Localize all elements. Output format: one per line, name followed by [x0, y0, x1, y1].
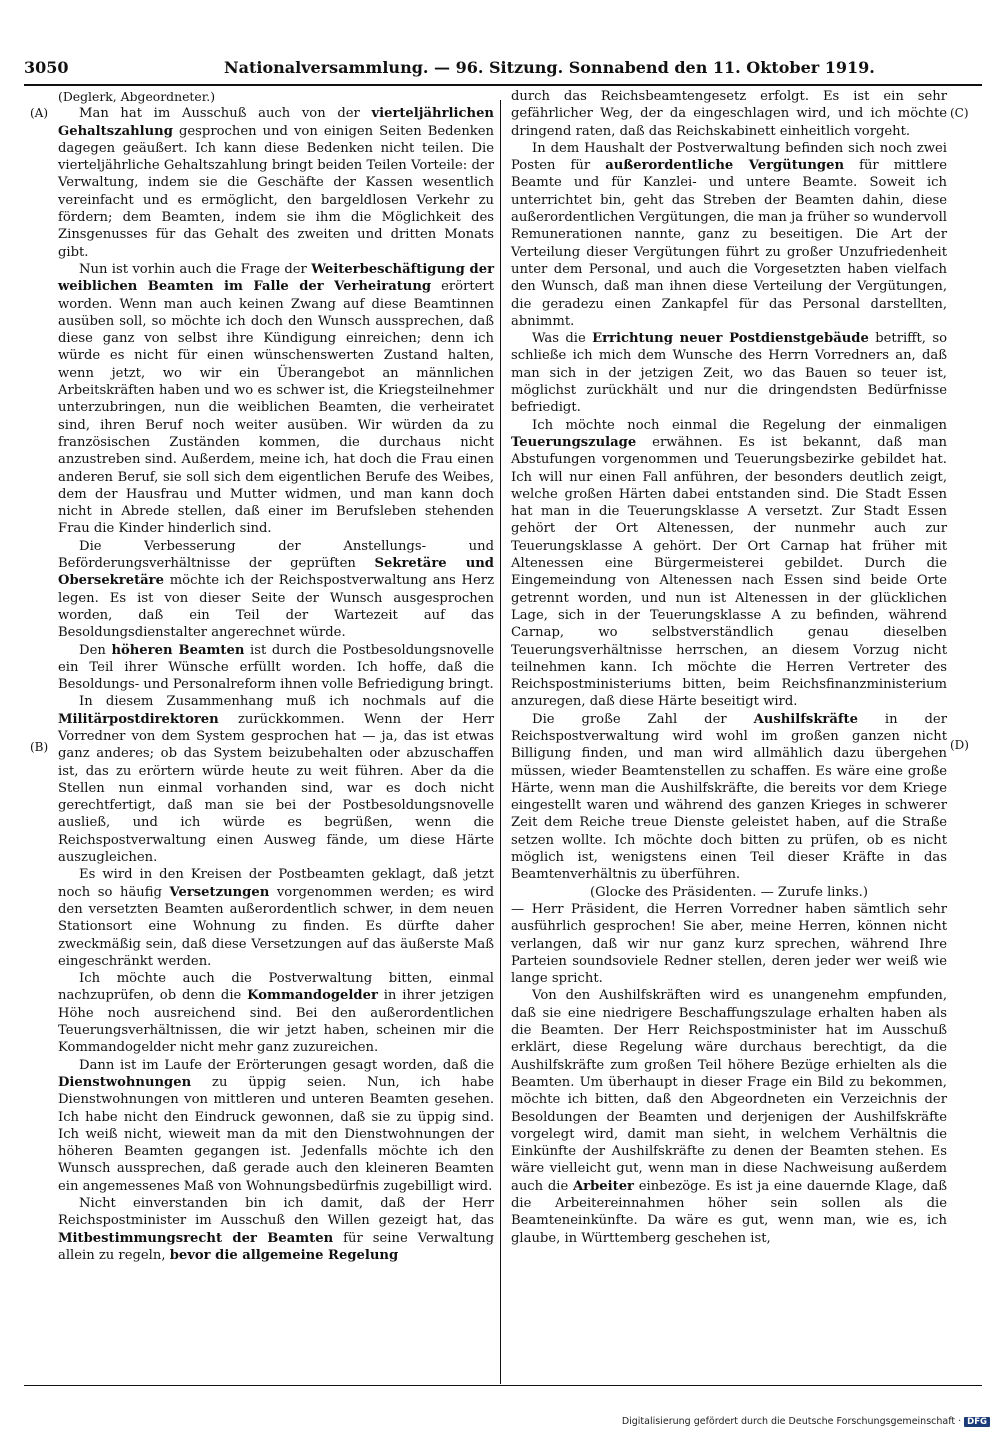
emphasis: höheren Beamten: [111, 642, 245, 658]
right-column: [511, 88, 947, 1247]
dfg-logo: DFG: [964, 1417, 990, 1427]
paragraph: Dann ist im Laufe der Erörterungen gesagt worden, daß die Dienstwohnungen zu üppig seien. Nun, ich habe Dienstwohnungen von mittleren und unteren Beamten gesehen. Ich habe nicht den Eindruck gewonnen, daß sie zu üppig sind. Ich weiß nicht, wieweit man da mit den Dienstwohnungen der höheren Beamten gegangen ist. Jedenfalls möchte ich den Wunsch aussprechen, daß gerade auch den kleineren Beamten ein angemessenes Maß von Wohnungsbedürfnis zugebilligt wird.: [58, 1057, 494, 1194]
paragraph: durch das Reichsbeamtengesetz erfolgt. Es ist ein sehr gefährlicher Weg, der da eingeschlagen wird, und ich möchte dringend raten, daß das Reichskabinett einheitlich vorgeht.: [511, 89, 947, 139]
emphasis: vierteljährlichen Gehaltszahlung: [58, 106, 494, 139]
emphasis: Arbeiter: [572, 1178, 634, 1194]
emphasis: Mitbestimmungsrecht der Beamten: [58, 1230, 334, 1246]
paragraph: Die Verbesserung der Anstellungs- und Beförderungsverhältnisse der geprüften Sekretäre und Obersekretäre möchte ich der Reichspostverwaltung ans Herz legen. Es ist von dieser Seite der Wunsch ausgesprochen worden, daß ein Teil der Wartezeit auf das Besoldungsdienstalter angerechnet würde.: [58, 538, 494, 641]
emphasis: Sekretäre und Obersekretäre: [58, 556, 494, 589]
paragraph: — Herr Präsident, die Herren Vorredner haben sämtlich sehr ausführlich gesprochen! Sie aber, meine Herren, können nicht verlangen, daß wir nur ganz kurz sprechen, während Ihre Parteien soundsoviele Redner stellen, deren jeder wer weiß wie lange spricht.: [511, 901, 947, 987]
emphasis: Dienstwohnungen: [58, 1074, 192, 1090]
paragraph: Man hat im Ausschuß auch von der vierteljährlichen Gehaltszahlung gesprochen und von einigen Seiten Bedenken dagegen geäußert. Ich kann diese Bedenken nicht teilen. Die vierteljährliche Gehaltszahlung bringt beiden Teilen Vorteile: der Verwaltung, indem sie die Geschäfte der Kassen wesentlich vereinfacht und es ermöglicht, den bargeldlosen Verkehr zu fördern; dem Beamten, indem sie ihm die Möglichkeit des Zinsgenusses für das Gehalt des zweiten und dritten Monats gibt.: [58, 106, 494, 260]
emphasis: außerordentliche Vergütungen: [605, 158, 845, 174]
emphasis: Teuerungszulage: [511, 434, 637, 450]
paragraph: Den höheren Beamten ist durch die Postbesoldungsnovelle ein Teil ihrer Wünsche erfüllt worden. Ich hoffe, daß die Besoldungs- und Personalreform ihnen volle Befriedigung bringt.: [58, 642, 495, 693]
emphasis: Weiterbeschäftigung der weiblichen Beamten im Falle der Verheiratung: [58, 261, 494, 295]
paragraph: Es wird in den Kreisen der Postbeamten geklagt, daß jetzt noch so häufig Versetzungen vorgenommen werden; es wird den versetzten Beamten außerordentlich schwer, in dem neuen Stationsort eine Wohnung zu finden. Es dürfte daher zweckmäßig sein, daß diese Versetzungen auf das äußerste Maß eingeschränkt werden.: [58, 867, 494, 969]
paragraph: Von den Aushilfskräften wird es unangenehm empfunden, daß sie eine niedrigere Beschaffungszulage erhalten haben als die Beamten. Der Herr Reichspostminister hat im Ausschuß erklärt, diese Regelung wäre durchaus berechtigt, da die Aushilfskräfte zum großen Teil höhere Bezüge erhielten als die Beamten. Um überhaupt in dieser Frage ein Bild zu bekommen, möchte ich bitten, daß den Abgeordneten ein Verzeichnis der Besoldungen der Beamten und derjenigen der Aushilfskräfte vorgelegt wird, damit man sieht, in welchem Verhältnis die Einkünfte der Aushilfskräfte zu denen der Beamten stehen. Es wäre vielleicht gut, wenn man in diese Nachweisung außerdem auch die Arbeiter einbezöge. Es ist ja eine dauernde Klage, daß die Arbeitereinnahmen höher sein sollen als die Beamteneinkünfte. Da wäre es gut, wenn man, wie es, ich glaube, in Württemberg geschehen ist,: [511, 988, 947, 1246]
margin-label-d: (D): [950, 738, 969, 752]
paragraph: Ich möchte noch einmal die Regelung der einmaligen Teuerungszulage erwähnen. Es ist bekannt, daß man Abstufungen vorgenommen und Teuerungsbezirke gebildet hat. Ich will nur einen Fall anführen, der besonders deutlich zeigt, welche großen Härten dabei entstanden sind. Die Stadt Essen hat man in die Teuerungsklasse A versetzt. Zur Stadt Essen gehört der Ort Altenessen, der nunmehr auch zur Teuerungsklasse A gehört. Der Ort Carnap hat früher mit Altenessen eine Bürgermeisterei gebildet. Durch die Eingemeindung von Altenessen nach Essen sind beide Orte getrennt worden, und nun ist Altenessen in der glücklichen Lage, sich in der Teuerungsklasse A zu befinden, während Carnap, wo selbstverständlich genau dieselben Teuerungsverhältnisse herrschen, an diesem Vorzug nicht teilnehmen kann. Ich möchte die Herren Vertreter des Reichspostministeriums bitten, beim Reichsfinanzministerium anzuregen, daß diese Härte beseitigt wird.: [511, 417, 947, 710]
paragraph: Die große Zahl der Aushilfskräfte in der Reichspostverwaltung wird wohl im großen ganzen nicht Billigung finden, und man wird allmählich dazu übergehen müssen, wieder Beamtenstellen zu schaffen. Es wäre eine große Härte, wenn man die Aushilfskräfte, die bereits vor dem Kriege eingestellt waren und während des ganzen Krieges in schwerer Zeit dem Reiche treue Dienste geleistet haben, auf die Straße setzen wollte. Ich möchte doch bitten zu prüfen, ob es nicht möglich ist, wenigstens einen Teil dieser Kräfte in das Beamtenverhältnis zu überführen.: [511, 711, 947, 883]
paragraph: Was die Errichtung neuer Postdienstgebäude betrifft, so schließe ich mich dem Wunsche des Herrn Vorredners an, daß man sich in der jetzigen Zeit, wo das Bauen so teuer ist, möglichst zurückhält und nur die dringendsten Bedürfnisse befriedigt.: [511, 331, 948, 416]
speaker-line: (Deglerk, Abgeordneter.): [58, 89, 216, 104]
paragraph: Ich möchte auch die Postverwaltung bitten, einmal nachzuprüfen, ob denn die Kommandogelder in ihrer jetzigen Höhe noch ausreichend sind. Bei den außerordentlichen Teuerungsverhältnissen, die wir jetzt haben, scheinen mir die Kommandogelder nicht mehr ganz zuzureichen.: [58, 971, 494, 1056]
emphasis: Versetzungen: [169, 884, 270, 900]
paragraph: Nicht einverstanden bin ich damit, daß der Herr Reichspostminister im Ausschuß den Willen gezeigt hat, das Mitbestimmungsrecht der Beamten für seine Verwaltung allein zu regeln, bevor die allgemeine Regelung: [58, 1196, 494, 1263]
page-number: 3050: [24, 58, 69, 77]
paragraph: In dem Haushalt der Postverwaltung befinden sich noch zwei Posten für außerordentliche Vergütungen für mittlere Beamte und für Kanzlei- und untere Beamte. Soweit ich unterrichtet bin, geht das Streben der Beamten dahin, diese außerordentlichen Vergütungen, die man ja früher so wundervoll Remunerationen nannte, ganz zu beseitigen. Die Art der Verteilung dieser Vergütungen führt zu großer Unzufriedenheit unter dem Personal, und auch die Vorgesetzten haben vielfach den Wunsch, daß man ihnen diese Verteilung der Vergütungen, die geradezu einen Zankapfel für das Personal darstellten, abnimmt.: [511, 140, 947, 329]
column-divider: [500, 100, 501, 1384]
emphasis: Militärpostdirektoren: [58, 711, 219, 727]
left-column: [58, 88, 494, 1264]
margin-label-c: (C): [950, 106, 969, 120]
paragraph: Nun ist vorhin auch die Frage der Weiterbeschäftigung der weiblichen Beamten im Falle der Verheiratung erörtert worden. Wenn man auch keinen Zwang auf diese Beamtinnen ausüben soll, so möchte ich doch den Wunsch aussprechen, daß diese ganz von selbst ihre Kündigung einreichen; denn ich würde es nicht für einen wünschenswerten Zustand halten, wenn jetzt, wo wir ein Überangebot an männlichen Arbeitskräften haben und wo es schwer ist, die Kriegsteilnehmer unterzubringen, nun die weiblichen Beamten, die verheiratet sind, ihren Beruf noch weiter ausüben. Wir würden da zu französischen Zuständen kommen, die durchaus nicht anzustreben sind. Außerdem, meine ich, hat doch die Frau einen anderen Beruf, sie soll sich dem eigentlichen Berufe des Weibes, dem der Hausfrau und Mutter widmen, und man kann doch nicht in Abrede stellen, daß einer im Berufsleben stehenden Frau die Kinder hinderlich sind.: [58, 261, 494, 537]
emphasis: Errichtung neuer Postdienstgebäude: [592, 331, 869, 347]
emphasis: Kommandogelder: [247, 988, 378, 1004]
margin-label-b: (B): [30, 740, 49, 754]
footer-rule: [24, 1385, 982, 1386]
header-rule: [24, 84, 982, 86]
digitization-credit: [600, 1416, 990, 1430]
interjection: (Glocke des Präsidenten. — Zurufe links.): [590, 884, 868, 900]
credit-text: Digitalisierung gefördert durch die Deutsche Forschungsgemeinschaft ·: [621, 1416, 962, 1427]
page-header: [24, 58, 982, 82]
running-title: Nationalversammlung. — 96. Sitzung. Sonnabend den 11. Oktober 1919.: [224, 58, 875, 77]
paragraph: In diesem Zusammenhang muß ich nochmals auf die Militärpostdirektoren zurückkommen. Wenn der Herr Vorredner von dem System gesprochen hat — ja, das ist etwas ganz anderes; ob das System beizubehalten oder abzuschaffen ist, das zu erörtern würde heute zu weit führen. Aber da die Stellen nun einmal vorhanden sind, war es doch nicht gerechtfertigt, daß man sie bei der Postbesoldungsnovelle ausließ, und ich würde es begrüßen, wenn die Reichspostverwaltung einen Ausweg fände, um diese Härte auszugleichen.: [58, 694, 494, 866]
emphasis: Aushilfskräfte: [753, 711, 858, 727]
emphasis: bevor die allgemeine Regelung: [169, 1247, 399, 1263]
margin-label-a: (A): [30, 106, 49, 120]
